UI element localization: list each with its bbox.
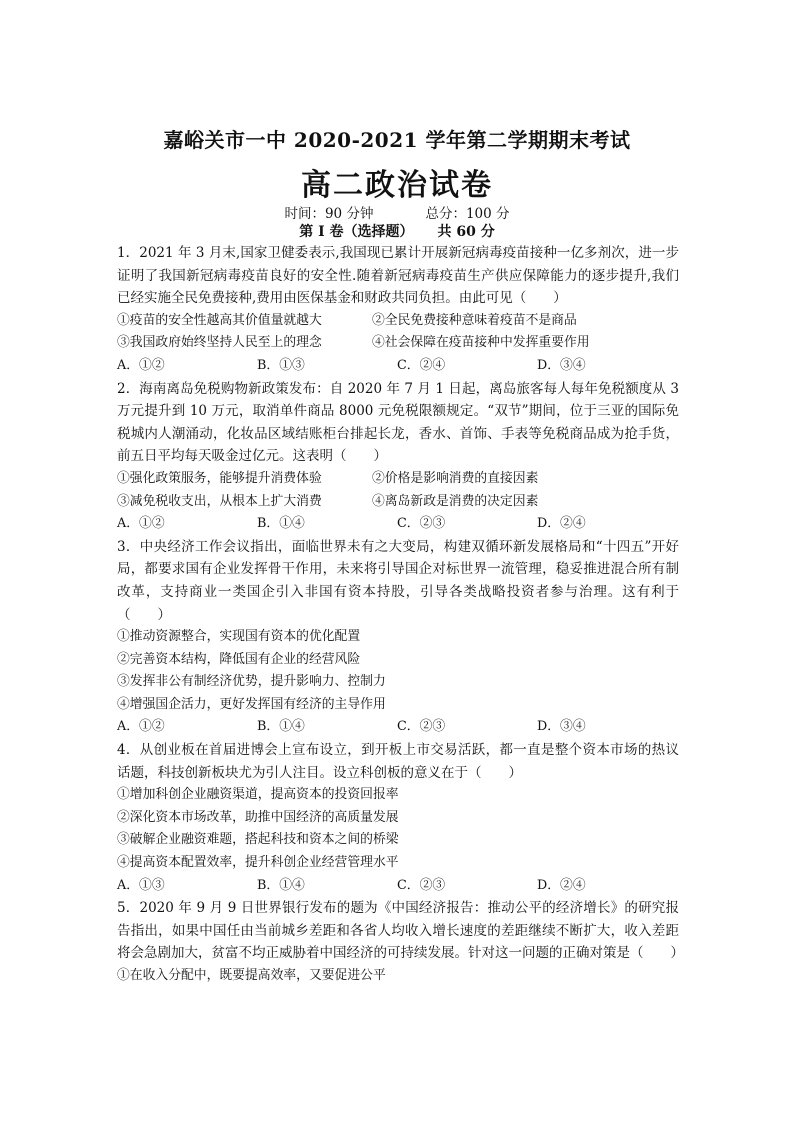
answer-choice: C．②③ [397,877,446,893]
statement-option: ①推动资源整合，实现国有资本的优化配置 [117,629,361,645]
answer-choice: A．①② [117,357,165,373]
exam-title: 嘉峪关市一中 2020-2021 学年第二学期期末考试 [163,128,631,152]
section-heading [0,221,794,241]
exam-score: 总分：100 分 [425,206,510,222]
section-title: 第 I 卷（选择题） [299,224,414,240]
answer-choice: D．③④ [537,719,586,735]
option-row [117,332,679,355]
answer-choices [117,513,679,536]
statement-option: ④提高资本配置效率，提升科创企业经营管理水平 [117,855,399,871]
question-block [117,897,684,987]
option-group [117,965,679,988]
statement-option: ④离岛新政是消费的决定因素 [372,493,539,509]
answer-choice: D．③④ [537,357,586,373]
statement-option: ②完善资本结构，降低国有企业的经营风险 [117,651,361,667]
answer-choices [117,875,679,898]
statement-option: ②价格是影响消费的直接因素 [372,470,539,486]
answer-choice: B．①④ [257,877,305,893]
statement-option: ③破解企业融资难题，搭起科技和资本之间的桥梁 [117,832,399,848]
question-stem: 2．海南离岛免税购物新政策发布：自 2020 年 7 月 1 日起，离岛旅客每人每年免税额度从 3 万元提升到 10 万元，取消单件商品 8000 元免税限额规定。“双节”期间，位于三亚的国际免税城内人潮涌动，化妆品区域结账柜台排起长龙，香水、首饰、手表等免税商品成为抢手货，前五日平均每天吸金过亿元。这表明（ ） [117,380,679,465]
question-block [117,739,679,897]
exam-meta [0,202,794,222]
question-stem: 3．中央经济工作会议指出，面临世界未有之大变局，构建双循环新发展格局和“十四五”开好局，都要求国有企业发挥骨干作用，未来将引导国企对标世界一流管理，稳妥推进混合所有制改革，支持商业一类国企引入非国有资本持股，引导各类战略投资者参与治理。这有利于（ ） [117,538,679,623]
answer-choice: B．①④ [257,719,305,735]
option-row [117,491,679,514]
answer-choices [117,716,679,739]
question-block [117,378,679,536]
answer-choice: D．②④ [537,516,586,532]
answer-choice: A．①② [117,516,165,532]
answer-choice: B．①④ [257,516,305,532]
answer-choice: A．①③ [117,877,165,893]
statement-option: ④增强国企活力，更好发挥国有经济的主导作用 [117,696,386,712]
statement-option: ②深化资本市场改革，助推中国经济的高质量发展 [117,809,399,825]
option-group [117,626,679,716]
question-stem: 4．从创业板在首届进博会上宣布设立，到开板上市交易活跃，都一直是整个资本市场的热议话题，科技创新板块尤为引人注目。设立科创板的意义在于（ ） [117,742,679,781]
question-block [117,536,679,739]
question-stem: 5．2020 年 9 月 9 日世界银行发布的题为《中国经济报告：推动公平的经济增长》的研究报告指出，如果中国任由当前城乡差距和各省人均收入增长速度的差距继续不断扩大，收入差距将会急剧加大，贫富不均正威胁着中国经济的可持续发展。针对这一问题的正确对策是（ ） [117,900,684,962]
statement-option: ②全民免费接种意味着疫苗不是商品 [372,312,577,328]
answer-choice: C．②③ [397,516,446,532]
answer-choice: B．①③ [257,357,305,373]
option-group [117,468,679,513]
question-block [117,242,679,378]
statement-option: ①疫苗的安全性越高其价值量就越大 [117,312,322,328]
answer-choices [117,355,679,378]
question-stem: 1．2021 年 3 月末,国家卫健委表示,我国现已累计开展新冠病毒疫苗接种一亿多剂次，进一步证明了我国新冠病毒疫苗良好的安全性.随着新冠病毒疫苗生产供应保障能力的逐步提升,我们已经实施全民免费接种,费用由医保基金和财政共同负担。由此可见（ ） [117,245,679,307]
answer-choice: D．②④ [537,877,586,893]
section-points: 共 60 分 [437,224,495,240]
statement-option: ①增加科创企业融资渠道，提高资本的投资回报率 [117,787,399,803]
answer-choice: C．②③ [397,719,446,735]
option-row [117,468,679,491]
option-group [117,310,679,355]
option-group [117,784,679,874]
statement-option: ③发挥非公有制经济优势，提升影响力、控制力 [117,674,386,690]
statement-option: ①强化政策服务，能够提升消费体验 [117,470,322,486]
statement-option: ③我国政府始终坚持人民至上的理念 [117,335,322,351]
statement-option: ③减免税收支出，从根本上扩大消费 [117,493,322,509]
question-list [117,242,684,988]
answer-choice: C．②④ [397,357,446,373]
statement-option: ④社会保障在疫苗接种中发挥重要作用 [372,335,590,351]
exam-time: 时间：90 分钟 [284,206,374,222]
statement-option: ①在收入分配中，既要提高效率，又要促进公平 [117,968,386,983]
exam-subtitle: 高二政治试卷 [301,168,493,203]
option-row [117,310,679,333]
answer-choice: A．①② [117,719,165,735]
